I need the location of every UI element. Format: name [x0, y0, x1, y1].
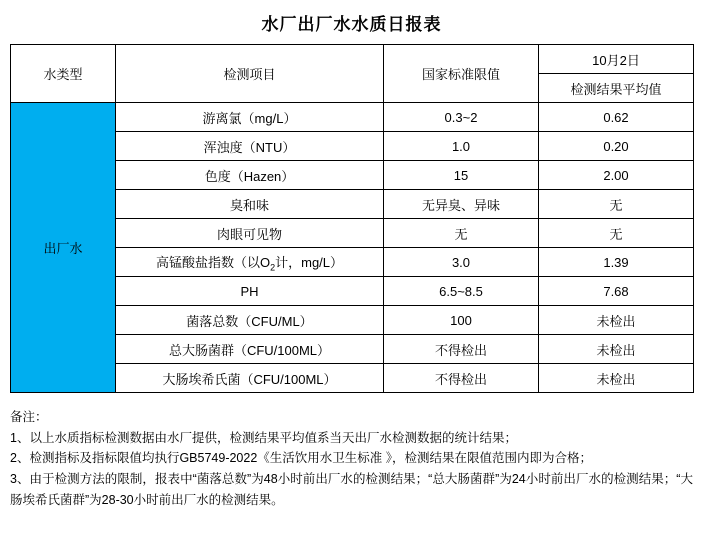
- standard-cell: 100: [384, 306, 539, 335]
- test-item-cell: 臭和味: [116, 190, 384, 219]
- standard-cell: 6.5~8.5: [384, 277, 539, 306]
- result-cell: 无: [539, 219, 694, 248]
- header-test-item: 检测项目: [116, 45, 384, 103]
- table-header-row: [11, 45, 694, 74]
- test-item-cell: 总大肠菌群（CFU/100ML）: [116, 335, 384, 364]
- result-cell: 未检出: [539, 335, 694, 364]
- table-row: [11, 103, 694, 132]
- result-cell: 0.62: [539, 103, 694, 132]
- test-item-cell: 浑浊度（NTU）: [116, 132, 384, 161]
- result-cell: 1.39: [539, 248, 694, 277]
- test-item-cell: 大肠埃希氏菌（CFU/100ML）: [116, 364, 384, 393]
- test-item-cell: 色度（Hazen）: [116, 161, 384, 190]
- notes-line-3: 3、由于检测方法的限制，报表中“菌落总数”为48小时前出厂水的检测结果；“总大肠菌群”为24小时前出厂水的检测结果；“大肠埃希氏菌群”为28-30小时前出厂水的检测结果。: [10, 471, 693, 507]
- result-cell: 未检出: [539, 306, 694, 335]
- water-quality-table: [10, 44, 694, 393]
- notes-line-2: 2、检测指标及指标限值均执行GB5749-2022《生活饮用水卫生标准 》，检测结果在限值范围内即为合格；: [10, 451, 593, 466]
- standard-cell: 0.3~2: [384, 103, 539, 132]
- test-item-cell: 菌落总数（CFU/ML）: [116, 306, 384, 335]
- test-item-cell: 游离氯（mg/L）: [116, 103, 384, 132]
- standard-cell: 无异臭、异味: [384, 190, 539, 219]
- water-type-cell: 出厂水: [11, 103, 116, 393]
- test-item-cell: PH: [116, 277, 384, 306]
- notes-section: [10, 407, 693, 510]
- header-result-avg: 检测结果平均值: [539, 74, 694, 103]
- standard-cell: 3.0: [384, 248, 539, 277]
- page-title: 水厂出厂水水质日报表: [261, 15, 442, 34]
- header-water-type: 水类型: [11, 45, 116, 103]
- result-cell: 7.68: [539, 277, 694, 306]
- header-date: 10月2日: [539, 45, 694, 74]
- standard-cell: 不得检出: [384, 335, 539, 364]
- standard-cell: 无: [384, 219, 539, 248]
- result-cell: 无: [539, 190, 694, 219]
- result-cell: 未检出: [539, 364, 694, 393]
- standard-cell: 1.0: [384, 132, 539, 161]
- header-national-standard: 国家标准限值: [384, 45, 539, 103]
- standard-cell: 不得检出: [384, 364, 539, 393]
- result-cell: 0.20: [539, 132, 694, 161]
- test-item-cell: 肉眼可见物: [116, 219, 384, 248]
- notes-label: 备注：: [10, 410, 48, 424]
- test-item-cell: 高锰酸盐指数（以$O_2$计，mg/L）: [116, 248, 384, 277]
- notes-line-1: 1、以上水质指标检测数据由水厂提供，检测结果平均值系当天出厂水检测数据的统计结果；: [10, 430, 517, 445]
- result-cell: 2.00: [539, 161, 694, 190]
- standard-cell: 15: [384, 161, 539, 190]
